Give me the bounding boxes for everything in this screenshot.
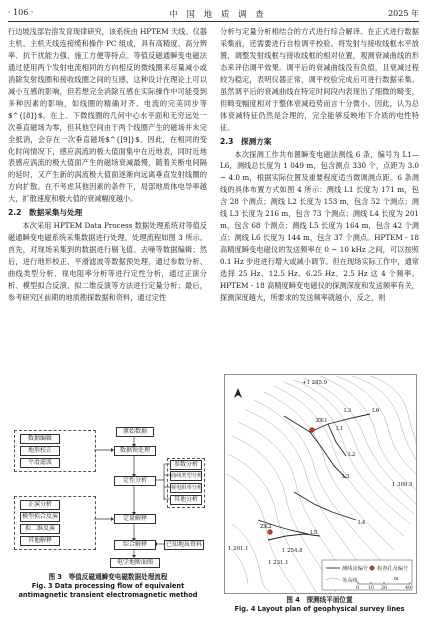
- figure-4-caption: [220, 596, 419, 614]
- right-column: [220, 26, 419, 304]
- label-l3-upper: L3: [344, 408, 352, 414]
- label-l3: L3: [342, 474, 350, 480]
- flow-box-known-geology: 已知地质资料: [165, 541, 202, 548]
- flow-box-model-fit: 模型拟合反演: [21, 513, 58, 520]
- flow-box-data-edit: 数据编辑: [20, 434, 60, 444]
- scale-unit: m: [394, 577, 399, 582]
- flow-box-other-analysis: 其他分析: [170, 495, 202, 505]
- flow-box-param-analysis: 参数分析: [170, 460, 202, 470]
- label-l2: L2: [348, 452, 356, 458]
- flow-box-preprocess: 数据预处理: [114, 446, 156, 456]
- figure-3-flowchart: [12, 424, 204, 572]
- section-heading-2-3: 2.3 探测方案: [220, 136, 272, 146]
- elevation-right: 1 309.5: [392, 482, 413, 488]
- paragraph: 本次探测工作共布置瞬变电磁法测线 6 条，编号为 L1—L6，测线总长度为 1 049 m，包含测点 330 个，点距为 3.0 ~ 4.0 m，根据实际位置及重要程度适当微调测点距。6 条测线的具体布置方式如图 4 所示：测线 L1 长度为 171 m，包含 28 个测点；测线 L2 长度为 153 m，包含 52 个测点；测线 L3 长度为 216 m，包含 73 个测点；测线 L4 长度为 201 m，包含 68 个测点；测线 L5 长度为 164 m，包含 42 个测点；测线 L6 长度为 144 m，包含 37 个测点。HPTEM - 18 高精度瞬变电磁仪的发送频率在 0 ~ 10 kHz 之间，可以按照 0.1 Hz 步进进行增大或减小调节。但在现场实际工作中，通常选择 25 Hz、12.5 Hz、6.25 Hz、2.5 Hz 这 4 个频率。HPTEM - 18 高精度瞬变电磁仪的探测深度和发送频率有关，探测深度越大，所要求的发送频率就越小，反之，则: [220, 149, 419, 302]
- paragraph: 行边坡浅部岩溶发育现律研究，该系统由 HPTEM 天线、仪器主机、主机天线连接缆和操作 PC 组成，具有高精度、高分辨率、抗干扰能力强、施工方便等特点。等值反磁通瞬变电磁法通过使用两个发射电流相同的方向相反的微线圈来尽量减小或消除发射线圈和接收线圈之间的互感，这种设计在理论上可以减小互感的影响，但若想完全消除互感在实际操作中可能受到多种因素的影响，如线圈的精确对齐、电流的完美同步等$^{[8]}$。在上、下微线圈的几何中心水平面和无穷远处一次垂直磁场为零，但其他空间由于两个线圈产生的磁场并未完全抵消，会存在一次垂直磁场$^{[9]}$。因此，在相同的变化时间情况下，感应涡流的极大值面集中在近地表，同时近地表感应涡流的极大值面产生的磁场衰减最慢，随着关断电间隔的延时，又产生新的涡流极大值面逐渐向远离垂直发射线圈的方向扩散。在不考虑其他因素的条件下，局部地质体电导率越大，扩散速度和极大值的衰减幅度越小。: [8, 27, 207, 204]
- label-l5: L5: [310, 530, 318, 536]
- label-l6: L6: [372, 408, 380, 414]
- label-l4: L4: [358, 520, 366, 526]
- scale-tick-0: 0: [356, 586, 360, 591]
- figure-4-caption-cn: 图 4 探测线平面位置: [286, 596, 353, 604]
- paragraph: 本次采用 HPTEM Data Process 数据处理系统对等值反磁通瞬变电磁系统采集数据进行处理，处理流程如图 3 所示。首先，对现场采集到的数据进行剔飞值、去噪等数据编辑；然后，进行地形校正、平滑滤波等数据预处理，通过参数分析、曲线类型分析、视电阻率分析等进行定性分析，通过正演分析、模型拟合反演、拟二维反演等方法进行定量分析；最后，参考研究区前期的地质勘探数据和资料，通过定性: [8, 221, 207, 302]
- flow-box-other-interpretation: 其他解释: [20, 536, 60, 546]
- legend-drill-label: 检查孔及编号: [377, 566, 409, 572]
- flow-box-smoothing: 平滑滤波: [20, 458, 60, 468]
- scale-tick-20: 20: [381, 586, 388, 591]
- elevation-left: 1 201.1: [228, 546, 249, 552]
- paragraph: 分析与定量分析相结合的方式进行综合解译。在正式进行数据采集前，还需要进行自检调平校验。将发射与接收线框水平放置，调整发射线框与接收线框的相对位置，观测衰减曲线的形态来评估调平效果。调平后的衰减曲线没有负值，且衰减过程较为稳定，表明仪器正常，调平校验完成后可进行数据采集。虽然调平后的衰减曲线在特定时间段内表现出了细微的畸变，但畸变幅度相对于整体衰减趋势而言十分微小。因此，认为总体衰减特征仍然是合理的，完全能够反映地下介质的电性特征。: [220, 27, 419, 132]
- flow-box-section-map: 电学地断面图: [110, 558, 160, 568]
- label-l1: L1: [336, 426, 344, 432]
- journal-title: 中 国 地 质 调 查: [169, 10, 267, 20]
- legend-line-label: 测线及编号: [342, 566, 368, 572]
- elevation-bottom: 1 231.1: [268, 560, 289, 566]
- left-column: [8, 26, 207, 304]
- running-header: [8, 6, 419, 20]
- scale-tick-10: 10: [368, 586, 375, 591]
- page-number: · 106 ·: [8, 8, 34, 17]
- flow-box-integrated: 综合解释: [114, 540, 156, 550]
- flow-box-forward: 正演分析: [20, 500, 60, 510]
- scale-tick-40: 40: [405, 586, 412, 591]
- flow-box-pseudo-2d: 拟二维反演: [20, 524, 60, 534]
- flow-box-raw-data: 原始数据: [116, 427, 154, 437]
- flow-box-terrain-correction: 地形校正: [20, 446, 60, 456]
- issue-year: 2025 年: [388, 9, 419, 18]
- elevation-mid: 1 254.8: [282, 548, 303, 554]
- elevation-top: +1 285.9: [302, 380, 328, 386]
- label-zk1: ZK1: [316, 418, 328, 424]
- section-heading-2-2: 2.2 数据采集与处理: [8, 208, 83, 218]
- survey-map-drawing: [224, 374, 417, 594]
- flow-box-quantitative: 定量解释: [114, 514, 156, 524]
- figure-3-caption-en: Data processing flow of equivalent antimagnetic transient electromagnetic method: [18, 582, 198, 599]
- figure-4-survey-map: [224, 374, 417, 594]
- flow-box-qualitative: 定性分析: [114, 476, 156, 486]
- figure-3-caption: [8, 573, 208, 600]
- flow-box-resistivity-analysis: 视电阻率分析: [171, 485, 203, 491]
- figure-4-label-en: Fig. 4: [234, 605, 256, 613]
- figure-4-caption-en: Layout plan of geophysical survey lines: [257, 605, 405, 613]
- label-zk2: ZK2: [260, 524, 272, 530]
- header-rule: [8, 21, 419, 22]
- legend-contour-label: 等高线: [342, 578, 358, 584]
- flow-box-curve-analysis: 曲线类型分析: [171, 473, 203, 479]
- figure-3-label-en: Fig. 3: [31, 582, 53, 590]
- figure-3-caption-cn: 图 3 等值反磁通瞬变电磁数据处理流程: [48, 573, 168, 581]
